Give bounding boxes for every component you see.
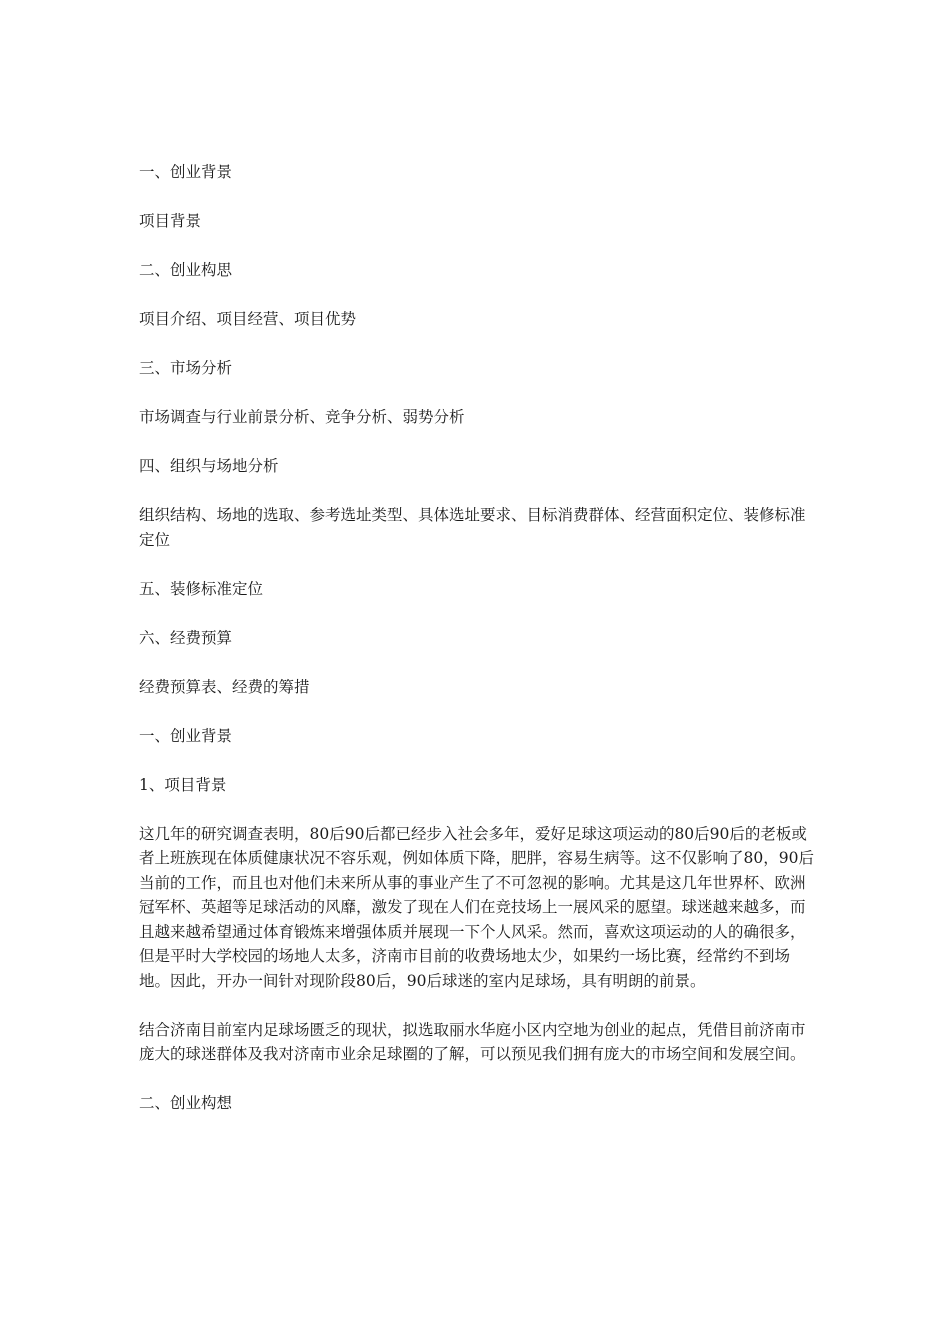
toc-project-intro: 项目介绍、项目经营、项目优势 [139,310,357,328]
heading-decoration-standard: 五、装修标准定位 [139,579,264,598]
body-paragraph-background: 这几年的研究调查表明，80后90后都已经步入社会多年，爱好足球这项运动的80后90后的老板或者上班族现在体质健康状况不容乐观，例如体质下降，肥胖，容易生病等。这不仅影响了80，90后当前的工作，而且也对他们未来所从事的事业产生了不可忽视的影响。尤其是这几年世界杯、欧洲冠军杯、英超等足球活动的风靡，激发了现在人们在竞技场上一展风采的愿望。球迷越来越多，而且越来越希望通过体育锻炼来增强体质并展现一下个人风采。然而，喜欢这项运动的人的确很多，但是平时大学校园的场地人太多，济南市目前的收费场地太少，如果约一场比赛，经常约不到场地。因此，开办一间针对现阶段80后，90后球迷的室内足球场，具有明朗的前景。 [139,824,814,990]
heading-startup-background: 一、创业背景 [139,163,233,181]
toc-market-analysis: 市场调查与行业前景分析、竞争分析、弱势分析 [139,408,465,426]
subsection-project-background: 1、项目背景 [139,775,227,794]
heading-market-analysis: 三、市场分析 [139,359,233,377]
heading-budget: 六、经费预算 [139,628,233,647]
toc-budget: 经费预算表、经费的筹措 [139,677,310,696]
toc-organization-venue: 组织结构、场地的选取、参考选址类型、具体选址要求、目标消费群体、经营面积定位、装修标准定位 [139,506,806,549]
toc-project-background: 项目背景 [139,212,202,230]
heading-startup-concept: 二、创业构思 [139,261,233,279]
section-startup-background: 一、创业背景 [139,726,233,745]
section-startup-concept: 二、创业构想 [139,1094,233,1112]
body-paragraph-conclusion: 结合济南目前室内足球场匮乏的现状，拟选取丽水华庭小区内空地为创业的起点，凭借目前济南市庞大的球迷群体及我对济南市业余足球圈的了解，可以预见我们拥有庞大的市场空间和发展空间。 [139,1020,806,1063]
heading-organization-venue: 四、组织与场地分析 [139,457,279,475]
